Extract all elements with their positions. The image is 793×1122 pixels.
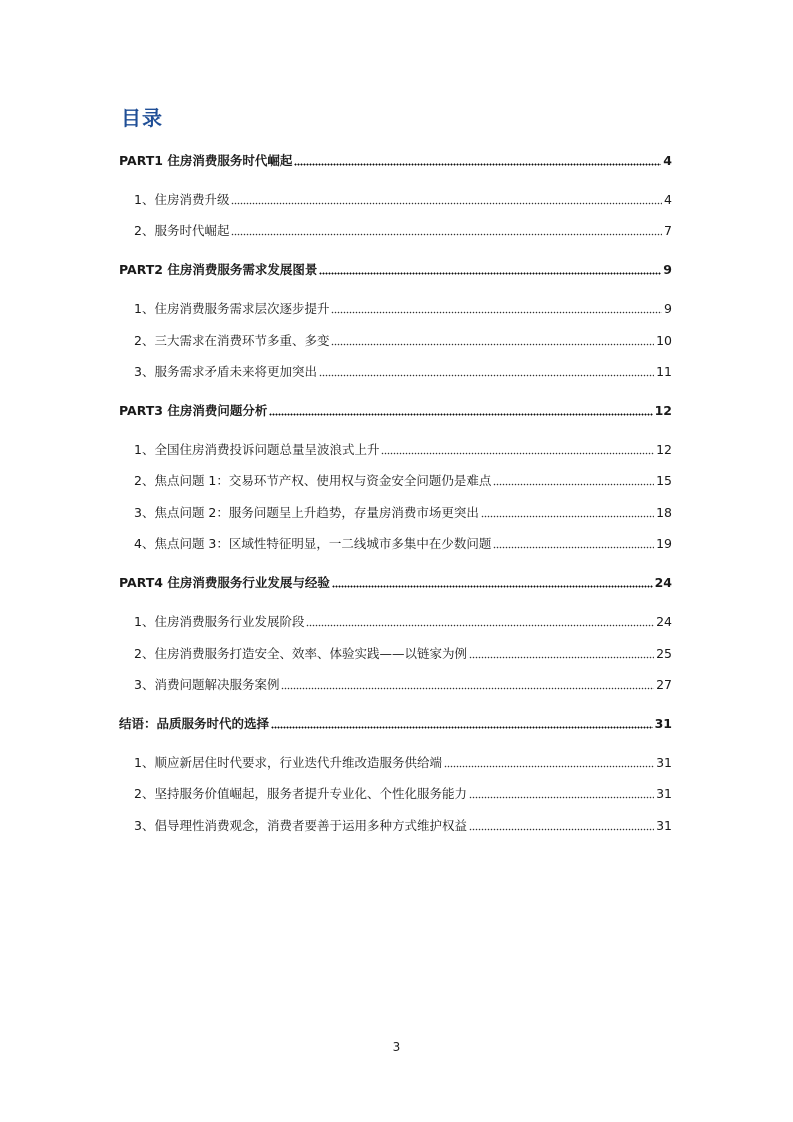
toc-part-3[interactable]: [119, 402, 672, 420]
toc-entry-page: 25: [656, 646, 672, 661]
toc-entry-label: 1、全国住房消费投诉问题总量呈波浪式上升: [134, 442, 380, 457]
toc-part-1[interactable]: [119, 152, 672, 170]
toc-entry-page: 9: [663, 262, 672, 277]
toc-entry[interactable]: [134, 613, 672, 631]
toc-entry-page: 12: [656, 442, 672, 457]
toc-entry-page: 31: [656, 786, 672, 801]
toc-entry-page: 31: [656, 755, 672, 770]
dot-leader: [493, 545, 654, 549]
dot-leader: [444, 764, 654, 768]
dot-leader: [294, 162, 661, 166]
dot-leader: [493, 482, 654, 486]
toc-entry-page: 12: [654, 403, 672, 418]
dot-leader: [271, 725, 653, 729]
toc-entry[interactable]: [134, 645, 672, 663]
dot-leader: [269, 412, 652, 416]
toc-entry-label: 结语：品质服务时代的选择: [119, 716, 270, 731]
dot-leader: [331, 342, 654, 346]
toc-entry-label: 2、焦点问题 1：交易环节产权、使用权与资金安全问题仍是难点: [134, 473, 492, 488]
toc-entry-label: 3、倡导理性消费观念，消费者要善于运用多种方式维护权益: [134, 818, 467, 833]
toc-entry[interactable]: [134, 785, 672, 803]
toc-entry-page: 19: [656, 536, 672, 551]
toc-entry-page: 31: [656, 818, 672, 833]
toc-entry-label: 2、服务时代崛起: [134, 223, 230, 238]
dot-leader: [319, 271, 661, 275]
toc-entry-label: PART3 住房消费问题分析: [119, 403, 268, 418]
toc-entry[interactable]: [134, 441, 672, 459]
toc-entry-page: 9: [664, 301, 672, 316]
toc-entry[interactable]: [134, 363, 672, 381]
toc-entry-page: 24: [654, 575, 672, 590]
toc-entry-label: 2、三大需求在消费环节多重、多变: [134, 333, 330, 348]
toc-entry-label: 1、顺应新居住时代要求，行业迭代升维改造服务供给端: [134, 755, 442, 770]
toc-entry-label: 3、焦点问题 2：服务问题呈上升趋势，存量房消费市场更突出: [134, 505, 479, 520]
toc-entry-page: 31: [654, 716, 672, 731]
toc-entry-label: 1、住房消费升级: [134, 192, 230, 207]
dot-leader: [231, 201, 662, 205]
toc-entry[interactable]: [134, 535, 672, 553]
toc-entry-page: 4: [664, 192, 672, 207]
toc-entry-label: PART4 住房消费服务行业发展与经验: [119, 575, 330, 590]
toc-entry-label: 1、住房消费服务需求层次逐步提升: [134, 301, 330, 316]
toc-entry[interactable]: [134, 191, 672, 209]
toc-entry-label: 2、坚持服务价值崛起，服务者提升专业化、个性化服务能力: [134, 786, 467, 801]
toc-entry-page: 7: [664, 223, 672, 238]
toc-heading: 目录: [121, 106, 163, 130]
dot-leader: [306, 623, 654, 627]
toc-entry[interactable]: [134, 332, 672, 350]
toc-entry[interactable]: [134, 472, 672, 490]
dot-leader: [281, 686, 654, 690]
toc-conclusion[interactable]: [119, 715, 672, 733]
toc-entry[interactable]: [134, 504, 672, 522]
toc-entry[interactable]: [134, 300, 672, 318]
toc-part-2[interactable]: [119, 261, 672, 279]
toc-entry-page: 10: [656, 333, 672, 348]
toc-entry-label: 3、消费问题解决服务案例: [134, 677, 280, 692]
page-number: 3: [392, 1040, 401, 1054]
dot-leader: [231, 232, 662, 236]
toc-entry-label: 4、焦点问题 3：区域性特征明显，一二线城市多集中在少数问题: [134, 536, 492, 551]
toc-entry-page: 27: [656, 677, 672, 692]
toc-entry-label: PART2 住房消费服务需求发展图景: [119, 262, 318, 277]
toc-entry-label: 3、服务需求矛盾未来将更加突出: [134, 364, 317, 379]
toc-entry-page: 18: [656, 505, 672, 520]
dot-leader: [331, 310, 662, 314]
dot-leader: [481, 514, 654, 518]
toc-entry[interactable]: [134, 676, 672, 694]
toc-entry-label: 2、住房消费服务打造安全、效率、体验实践——以链家为例: [134, 646, 467, 661]
toc-entry-label: 1、住房消费服务行业发展阶段: [134, 614, 305, 629]
toc-entry[interactable]: [134, 754, 672, 772]
dot-leader: [469, 655, 654, 659]
dot-leader: [319, 373, 654, 377]
dot-leader: [469, 795, 654, 799]
toc-entry[interactable]: [134, 817, 672, 835]
toc-part-4[interactable]: [119, 574, 672, 592]
dot-leader: [381, 451, 654, 455]
toc-entry-page: 4: [663, 153, 672, 168]
toc-entry[interactable]: [134, 222, 672, 240]
toc-entry-page: 11: [656, 364, 672, 379]
dot-leader: [332, 584, 653, 588]
toc-entry-page: 15: [656, 473, 672, 488]
dot-leader: [469, 827, 654, 831]
toc-entry-page: 24: [656, 614, 672, 629]
toc-entry-label: PART1 住房消费服务时代崛起: [119, 153, 293, 168]
